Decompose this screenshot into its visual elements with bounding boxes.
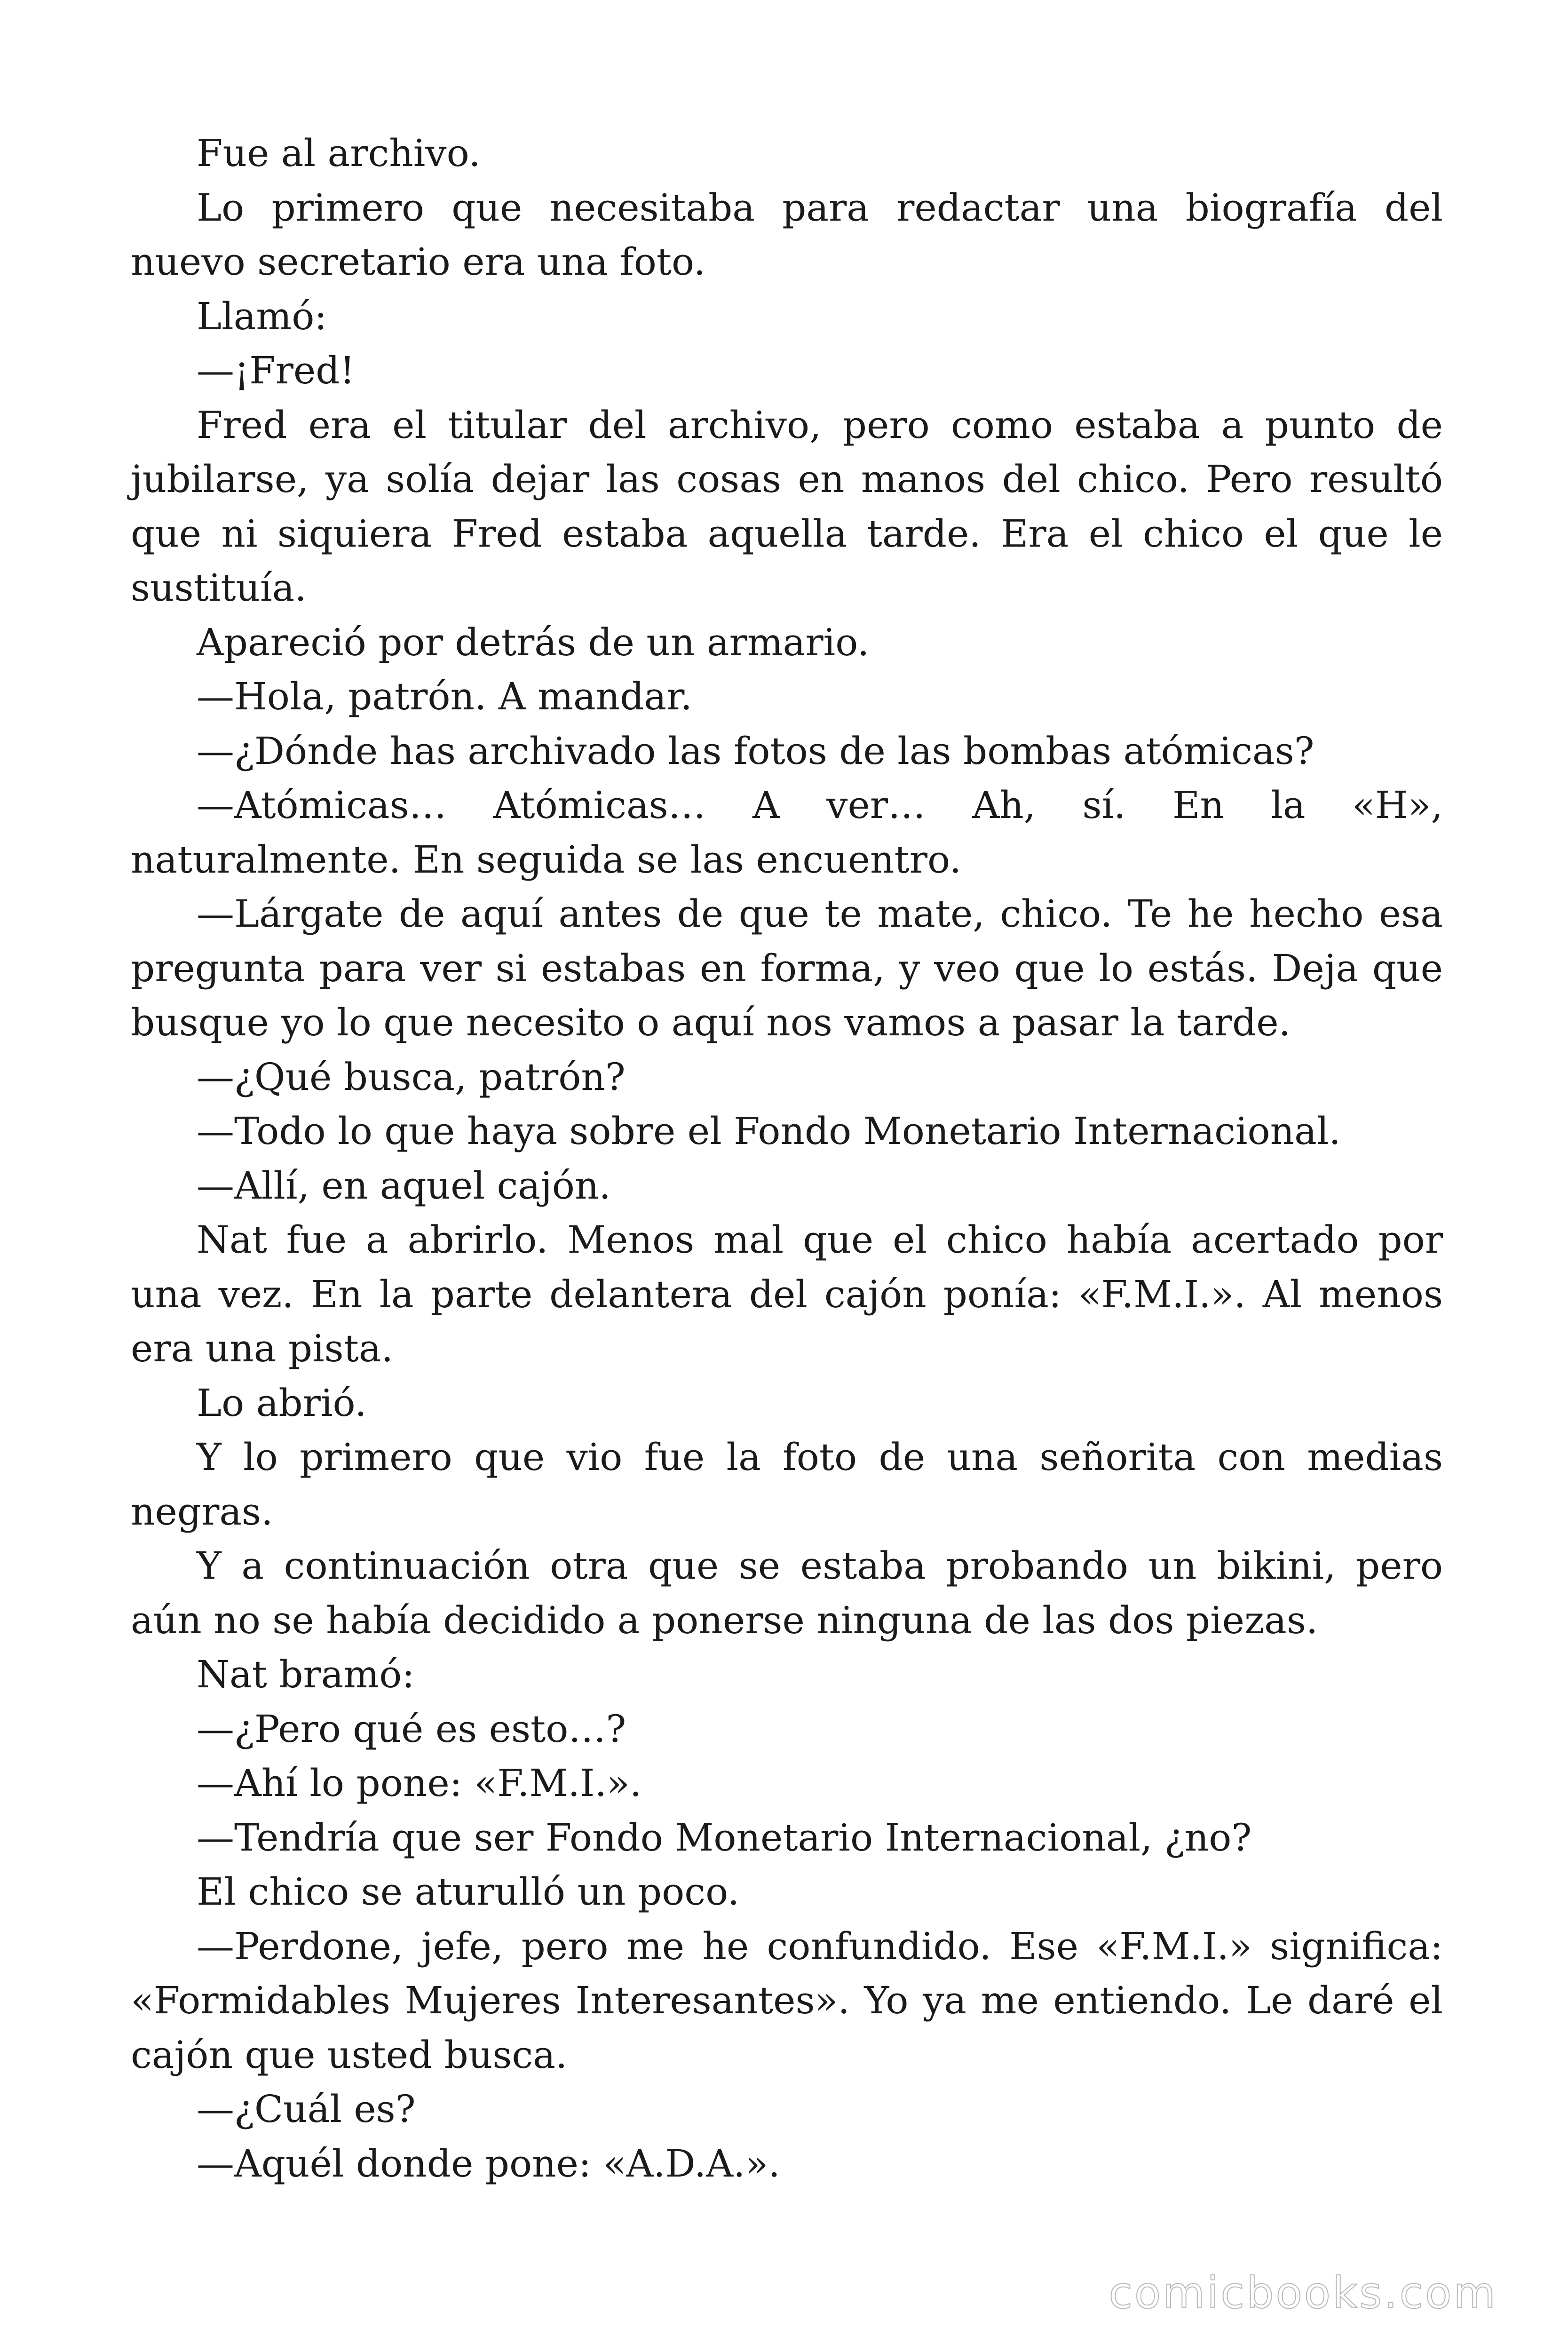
paragraph: —Allí, en aquel cajón.: [197, 1163, 611, 1208]
paragraph: —Tendría que ser Fondo Monetario Internacional, ¿no?: [197, 1815, 1252, 1859]
paragraph: Y lo primero que vio fue la foto de una señorita con medias negras.: [131, 1435, 1443, 1534]
paragraph: —Todo lo que haya sobre el Fondo Monetario Internacional.: [197, 1109, 1341, 1153]
paragraph: —¿Qué busca, patrón?: [197, 1055, 626, 1099]
paragraph: —Lárgate de aquí antes de que te mate, chico. Te he hecho esa pregunta para ver si estabas en forma, y veo que lo estás. Deja que busque yo lo que necesito o aquí nos vamos a pasar la tarde.: [131, 892, 1443, 1044]
paragraph: Fred era el titular del archivo, pero como estaba a punto de jubilarse, ya solía dejar las cosas en manos del chico. Pero resultó que ni siquiera Fred estaba aquella tarde. Era el chico el que le sustituía.: [131, 403, 1443, 610]
paragraph: —¿Pero qué es esto…?: [197, 1707, 626, 1751]
paragraph: Lo primero que necesitaba para redactar una biografía del nuevo secretario era una foto.: [131, 185, 1443, 284]
paragraph: Y a continuación otra que se estaba probando un bikini, pero aún no se había decidido a ponerse ninguna de las dos piezas.: [131, 1544, 1443, 1642]
paragraph: —Hola, patrón. A mandar.: [197, 675, 692, 718]
paragraph: —¿Dónde has archivado las fotos de las bombas atómicas?: [197, 729, 1315, 773]
paragraph: —¿Cuál es?: [197, 2087, 416, 2131]
paragraph: Llamó:: [197, 294, 327, 338]
paragraph: Fue al archivo.: [197, 131, 481, 175]
paragraph: —Aquél donde pone: «A.D.A.».: [197, 2141, 780, 2185]
paragraph: —Ahí lo pone: «F.M.I.».: [197, 1761, 642, 1805]
paragraph: Lo abrió.: [197, 1381, 367, 1425]
paragraph: El chico se aturulló un poco.: [197, 1870, 740, 1914]
paragraph: —Perdone, jefe, pero me he confundido. Ese «F.M.I.» significa: «Formidables Mujeres Interesantes». Yo ya me entiendo. Le daré el cajón que usted busca.: [131, 1924, 1443, 2077]
page-text: [131, 126, 1443, 2191]
paragraph: Nat bramó:: [197, 1653, 415, 1696]
paragraph: —¡Fred!: [197, 349, 355, 392]
watermark: comicbooks.com: [1109, 2268, 1497, 2318]
paragraph: Apareció por detrás de un armario.: [197, 620, 870, 664]
paragraph: Nat fue a abrirlo. Menos mal que el chico había acertado por una vez. En la parte delantera del cajón ponía: «F.M.I.». Al menos era una pista.: [131, 1218, 1443, 1370]
paragraph: —Atómicas… Atómicas… A ver… Ah, sí. En la «H», naturalmente. En seguida se las encuentro.: [131, 783, 1443, 882]
